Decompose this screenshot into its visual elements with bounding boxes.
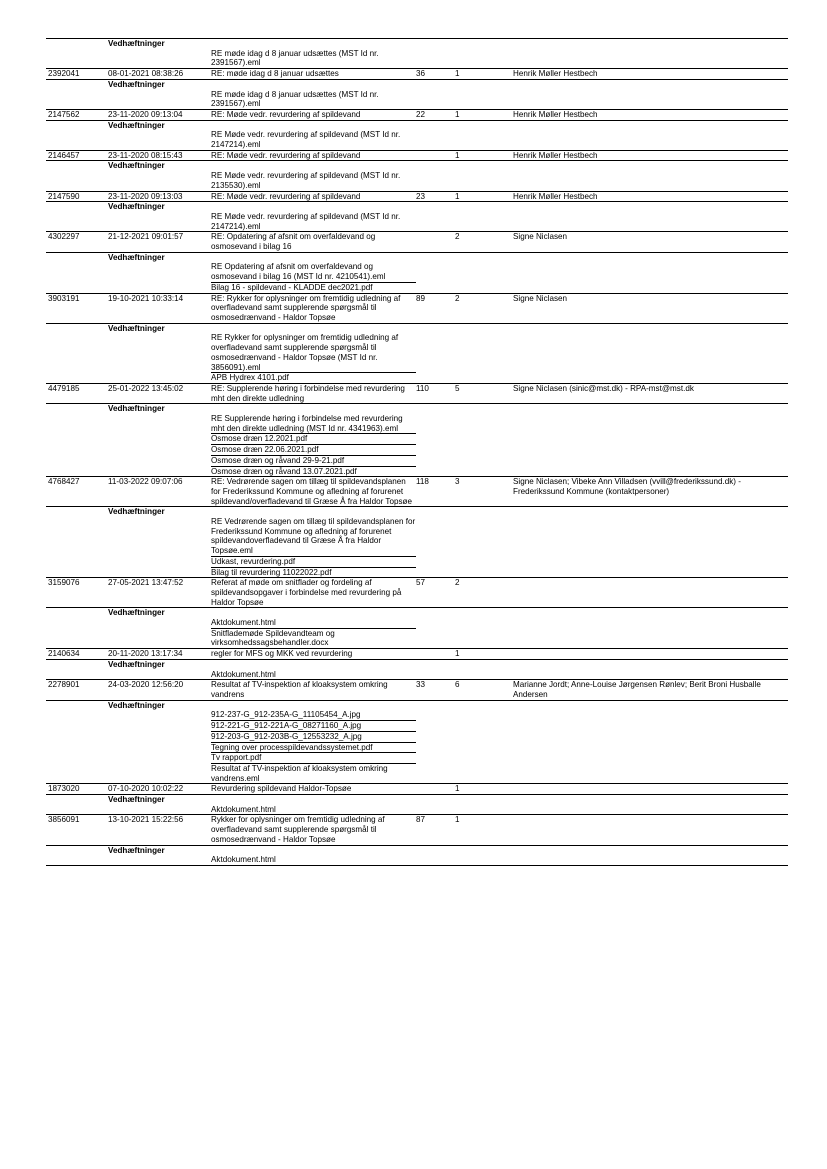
record-subject: RE: Møde vedr. revurdering af spildevand (211, 191, 361, 201)
attachments-header-row (46, 160, 788, 171)
record-persons (513, 815, 788, 844)
record-subject: RE: Rykker for oplysninger om fremtidig udledning af overfladevand samt supplerende spørgsmål til osmosedrænvand - Haldor Topsøe (211, 293, 401, 322)
record-row (46, 150, 788, 161)
attachments-header-row (46, 794, 788, 805)
document-table (46, 38, 788, 866)
record-subject: Revurdering spildevand Haldor-Topsøe (211, 784, 352, 794)
attachment-filename: Tv rapport.pdf (211, 752, 416, 763)
attachment-filename: RE Supplerende høring i forbindelse med revurdering mht den direkte udledning (MST Id nr. 4341963).eml (211, 414, 403, 433)
attachments-header-row (46, 323, 788, 334)
record-row (46, 577, 788, 607)
record-persons: Henrik Møller Hestbech (513, 150, 598, 160)
attachment-filename: Udkast, revurdering.pdf (211, 556, 416, 567)
record-subject: Referat af møde om snitflader og fordeling af spildevandsopgaver i forbindelse med revurdering på Haldor Topsøe (211, 578, 402, 607)
record-subject: regler for MFS og MKK ved revurdering (211, 649, 353, 659)
attachment-row (46, 752, 788, 763)
attachment-row (46, 333, 788, 372)
record-date: 20-11-2020 13:17:34 (108, 649, 183, 659)
record-date: 19-10-2021 10:33:14 (108, 293, 184, 303)
attachments-label: Vedhæftninger (108, 161, 165, 171)
attachment-filename: RE møde idag d 8 januar udsættes (MST Id nr. 2391567).eml (211, 48, 379, 68)
attachment-row (46, 455, 788, 466)
attachment-row (46, 414, 788, 433)
record-persons: Marianne Jordt; Anne-Louise Jørgensen Rønlev; Berit Broni Husballe Andersen (513, 680, 761, 699)
record-id: 2147562 (48, 109, 80, 119)
record-count: 2 (455, 232, 460, 242)
record-persons: Henrik Møller Hestbech (513, 69, 598, 79)
attachments-label: Vedhæftninger (108, 120, 165, 130)
record-persons: Henrik Møller Hestbech (513, 109, 598, 119)
attachment-filename: Snitflademøde Spildevandteam og virksomhedssagsbehandler.docx (211, 628, 416, 648)
attachment-row (46, 567, 788, 578)
attachment-filename: RE Møde vedr. revurdering af spildevand (MST Id nr. 2147214).eml (211, 130, 401, 150)
record-date: 24-03-2020 12:56:20 (108, 680, 184, 690)
table-end-line (46, 865, 788, 866)
record-number (416, 151, 455, 161)
attachment-filename: Resultat af TV-inspektion af kloaksystem omkring vandrens.eml (211, 763, 416, 783)
record-id: 3856091 (48, 815, 80, 825)
record-id: 3159076 (48, 578, 80, 588)
attachments-header-row (46, 659, 788, 670)
record-subject: RE: Vedrørende sagen om tillæg til spildevandsplanen for Frederikssund Kommune og afledning af forurenet spildevand/overfladevand til Græse Å fra Haldor Topsøe (211, 477, 412, 506)
attachments-label: Vedhæftninger (108, 404, 165, 414)
record-number (416, 784, 455, 794)
record-id: 2392041 (48, 69, 80, 79)
attachment-row (46, 720, 788, 731)
attachment-filename: Bilag til revurdering 11022022.pdf (211, 567, 416, 578)
attachment-row (46, 49, 788, 68)
attachments-label: Vedhæftninger (108, 659, 165, 669)
attachments-label: Vedhæftninger (108, 700, 165, 710)
record-number: 57 (416, 578, 426, 588)
attachment-filename: RE Rykker for oplysninger om fremtidig udledning af overfladevand samt supplerende spørgsmål til osmosedrænvand - Haldor Topsøe (MST Id nr. 3856091).eml (211, 333, 399, 372)
record-id: 3903191 (48, 293, 80, 303)
record-persons (513, 784, 788, 794)
record-date: 25-01-2022 13:45:02 (108, 383, 184, 393)
record-date: 23-11-2020 09:13:03 (108, 191, 183, 201)
record-number: 87 (416, 815, 426, 825)
record-row (46, 476, 788, 506)
attachments-header-row (46, 38, 788, 49)
record-subject: Rykker for oplysninger om fremtidig udledning af overfladevand samt supplerende spørgsmål til osmosedrænvand - Haldor Topsøe (211, 815, 385, 844)
attachments-header-row (46, 79, 788, 90)
record-number: 89 (416, 293, 426, 303)
record-id: 4768427 (48, 477, 80, 487)
attachment-row (46, 742, 788, 753)
record-date: 11-03-2022 09:07:06 (108, 477, 183, 487)
record-id: 2140634 (48, 649, 80, 659)
record-id: 4302297 (48, 232, 80, 242)
record-count: 1 (455, 815, 460, 825)
attachment-row (46, 517, 788, 556)
attachment-filename: Bilag 16 - spildevand - KLADDE dec2021.pdf (211, 282, 416, 293)
attachment-row (46, 444, 788, 455)
attachment-filename: Aktdokument.html (211, 804, 276, 814)
record-row (46, 679, 788, 699)
attachments-label: Vedhæftninger (108, 795, 165, 805)
record-date: 23-11-2020 08:15:43 (108, 150, 183, 160)
attachment-row (46, 130, 788, 149)
record-number: 22 (416, 109, 426, 119)
record-number: 36 (416, 69, 426, 79)
record-count: 5 (455, 383, 460, 393)
attachment-filename: RE Opdatering af afsnit om overfaldevand og osmosevand i bilag 16 (MST Id nr. 4210541).eml (211, 262, 386, 282)
attachments-header-row (46, 506, 788, 517)
record-row (46, 814, 788, 844)
attachment-row (46, 628, 788, 648)
record-row (46, 783, 788, 794)
attachment-filename: Osmose dræn 12.2021.pdf (211, 433, 416, 444)
record-row (46, 68, 788, 79)
attachment-row (46, 731, 788, 742)
record-row (46, 383, 788, 403)
record-id: 4479185 (48, 383, 80, 393)
record-subject: RE: møde idag d 8 januar udsættes (211, 69, 339, 79)
record-id: 2147590 (48, 191, 80, 201)
record-count: 1 (455, 150, 460, 160)
record-count: 1 (455, 649, 460, 659)
record-count: 2 (455, 293, 460, 303)
record-date: 13-10-2021 15:22:56 (108, 815, 184, 825)
attachment-filename: Tegning over processpildevandssystemet.pdf (211, 742, 416, 753)
attachments-header-row (46, 607, 788, 618)
attachments-label: Vedhæftninger (108, 79, 165, 89)
attachments-label: Vedhæftninger (108, 39, 165, 48)
attachment-row (46, 855, 788, 865)
attachment-filename: RE møde idag d 8 januar udsættes (MST Id nr. 2391567).eml (211, 89, 379, 109)
attachment-filename: 912-221-G_912-221A-G_08271160_A.jpg (211, 720, 416, 731)
attachments-label: Vedhæftninger (108, 507, 165, 517)
attachment-row (46, 262, 788, 281)
attachments-label: Vedhæftninger (108, 252, 165, 262)
attachment-row (46, 710, 788, 720)
attachments-header-row (46, 403, 788, 414)
record-date: 27-05-2021 13:47:52 (108, 578, 184, 588)
attachments-header-row (46, 700, 788, 711)
record-row (46, 648, 788, 659)
attachments-label: Vedhæftninger (108, 845, 165, 855)
attachments-header-row (46, 845, 788, 856)
attachment-row (46, 670, 788, 680)
attachment-row (46, 171, 788, 190)
record-count: 1 (455, 784, 460, 794)
attachment-row (46, 212, 788, 231)
record-number: 110 (416, 383, 429, 393)
record-persons (513, 578, 788, 607)
attachments-label: Vedhæftninger (108, 202, 165, 212)
record-count: 1 (455, 109, 460, 119)
record-subject: Resultat af TV-inspektion af kloaksystem omkring vandrens (211, 680, 388, 699)
record-persons: Signe Niclasen (513, 293, 567, 303)
record-number (416, 649, 455, 659)
attachments-header-row (46, 252, 788, 263)
attachment-row (46, 763, 788, 783)
record-row (46, 293, 788, 323)
record-count: 6 (455, 680, 460, 690)
record-subject: RE: Møde vedr. revurdering af spildevand (211, 109, 361, 119)
record-id: 2278901 (48, 680, 80, 690)
record-row (46, 191, 788, 202)
record-number: 23 (416, 191, 426, 201)
attachment-filename: Osmose dræn og råvand 13.07.2021.pdf (211, 466, 416, 477)
record-subject: RE: Opdatering af afsnit om overfaldevand og osmosevand i bilag 16 (211, 232, 376, 252)
record-subject: RE: Møde vedr. revurdering af spildevand (211, 150, 361, 160)
attachment-filename: Aktdokument.html (211, 855, 276, 865)
record-date: 23-11-2020 09:13:04 (108, 109, 183, 119)
attachment-row (46, 556, 788, 567)
attachment-row (46, 282, 788, 293)
attachments-header-row (46, 201, 788, 212)
attachment-row (46, 433, 788, 444)
record-count: 3 (455, 477, 460, 487)
record-row (46, 109, 788, 120)
attachment-row (46, 618, 788, 628)
attachment-row (46, 90, 788, 109)
attachment-row (46, 466, 788, 477)
attachment-row (46, 805, 788, 815)
record-date: 08-01-2021 08:38:26 (108, 69, 184, 79)
record-date: 07-10-2020 10:02:22 (108, 784, 184, 794)
attachments-header-row (46, 120, 788, 131)
record-persons: Signe Niclasen; Vibeke Ann Villadsen (vvill@frederikssund.dk) - Frederikssund Kommune (kontaktpersoner) (513, 477, 741, 496)
record-number (416, 232, 455, 251)
record-number: 118 (416, 477, 429, 487)
record-persons: Signe Niclasen (513, 232, 567, 242)
attachment-filename: RE Møde vedr. revurdering af spildevand (MST Id nr. 2147214).eml (211, 211, 401, 231)
record-count: 1 (455, 191, 460, 201)
record-count: 2 (455, 578, 460, 588)
attachment-filename: APB Hydrex 4101.pdf (211, 372, 416, 383)
record-row (46, 231, 788, 251)
attachments-label: Vedhæftninger (108, 608, 165, 618)
record-number: 33 (416, 680, 426, 690)
attachment-row (46, 372, 788, 383)
record-id: 2146457 (48, 150, 80, 160)
attachment-filename: RE Møde vedr. revurdering af spildevand (MST Id nr. 2135530).eml (211, 171, 401, 190)
record-id: 1873020 (48, 784, 80, 794)
attachment-filename: Aktdokument.html (211, 669, 276, 679)
attachment-filename: Aktdokument.html (211, 618, 276, 628)
record-subject: RE: Supplerende høring i forbindelse med revurdering mht den direkte udledning (211, 383, 405, 403)
attachments-label: Vedhæftninger (108, 323, 165, 333)
attachment-filename: 912-203-G_912-203B-G_12553232_A.jpg (211, 731, 416, 742)
record-persons (513, 649, 788, 659)
record-persons: Henrik Møller Hestbech (513, 191, 598, 201)
record-count: 1 (455, 69, 460, 79)
attachment-filename: 912-237-G_912-235A-G_11105454_A.jpg (211, 710, 361, 720)
record-persons: Signe Niclasen (sinic@mst.dk) - RPA-mst@mst.dk (513, 383, 694, 393)
attachment-filename: Osmose dræn 22.06.2021.pdf (211, 444, 416, 455)
attachment-filename: Osmose dræn og råvand 29-9-21.pdf (211, 455, 416, 466)
attachment-filename: RE Vedrørende sagen om tillæg til spildevandsplanen for Frederikssund Kommune og afledning af forurenet spildevandoverfladevand til Græse Å fra Haldor Topsøe.eml (211, 517, 416, 556)
record-date: 21-12-2021 09:01:57 (108, 232, 184, 242)
